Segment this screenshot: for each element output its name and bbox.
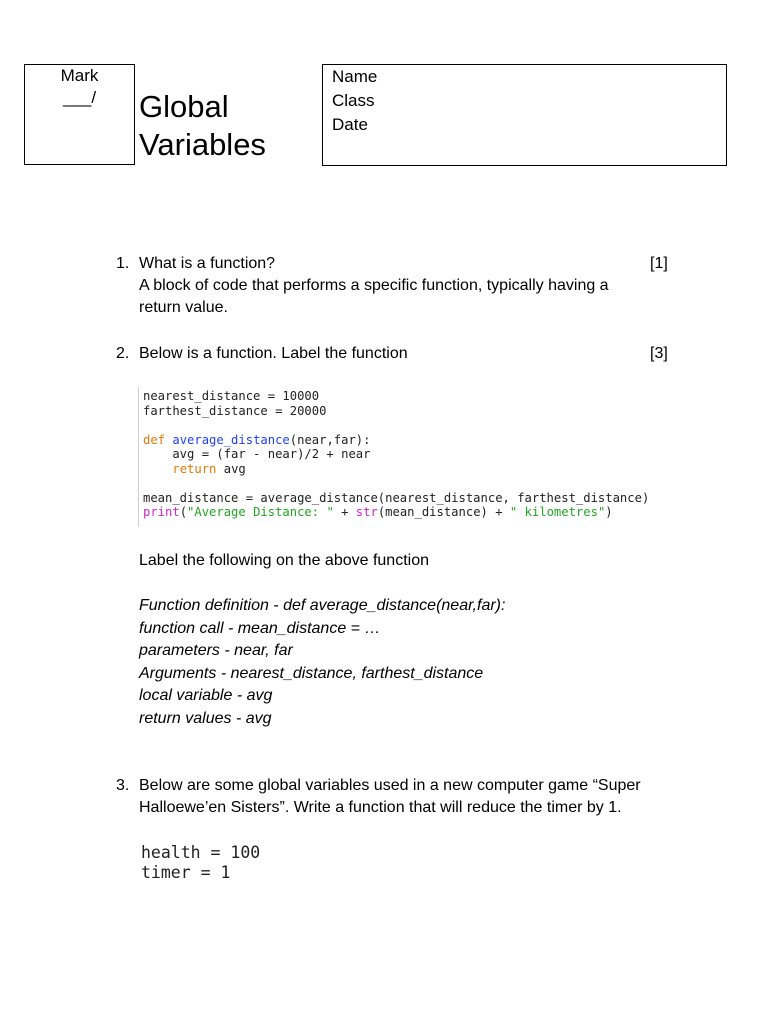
date-label: Date <box>332 115 368 134</box>
string-literal-1: "Average Distance: " <box>187 505 334 519</box>
str-builtin: str <box>355 505 378 519</box>
function-params: (near,far): <box>289 432 371 447</box>
question-3-line-2: Halloewe’en Sisters”. Write a function that will reduce the timer by 1. <box>139 799 622 816</box>
global-health: health = 100 <box>141 843 261 862</box>
code-paren: ( <box>179 505 188 519</box>
question-2-number: 2. <box>116 345 130 362</box>
question-1-number: 1. <box>116 255 130 272</box>
code-str-arg: (mean_distance) + <box>377 505 510 519</box>
code-line-1: nearest_distance = 10000 <box>143 389 320 403</box>
question-2-text: Below is a function. Label the function <box>139 345 408 362</box>
function-name: average_distance <box>172 432 290 447</box>
label-function-call: function call - mean_distance = … <box>139 619 381 637</box>
def-keyword: def <box>143 432 166 447</box>
print-keyword: print <box>143 505 180 519</box>
global-timer: timer = 1 <box>141 863 231 882</box>
label-function-definition: Function definition - def average_distance(near,far): <box>139 597 506 614</box>
label-arguments: Arguments - nearest_distance, farthest_distance <box>139 664 484 682</box>
code-line-2: farthest_distance = 20000 <box>143 403 327 418</box>
code-lines <box>143 389 649 520</box>
return-value: avg <box>216 461 246 476</box>
question-3-line-1: Below are some global variables used in a new computer game “Super <box>139 777 641 794</box>
label-return-values: return values - avg <box>139 709 272 727</box>
code-snippet-function <box>138 387 729 527</box>
label-instruction: Label the following on the above function <box>139 552 429 569</box>
question-2-marks: [3] <box>650 345 668 362</box>
code-line-7 <box>143 505 613 519</box>
question-1-answer-line-1: A block of code that performs a specific function, typically having a <box>139 277 609 294</box>
title-line-2: Variables <box>139 127 266 162</box>
question-3-number: 3. <box>116 777 130 794</box>
label-local-variable: local variable - avg <box>139 687 273 704</box>
question-1-text: What is a function? <box>139 255 276 272</box>
label-parameters: parameters - near, far <box>139 642 293 659</box>
mark-box <box>24 64 135 165</box>
code-snippet-globals <box>141 843 260 883</box>
code-line-5 <box>172 462 245 476</box>
student-info-box <box>322 64 727 166</box>
label-list <box>139 595 505 730</box>
string-literal-2: " kilometres" <box>509 505 606 519</box>
return-keyword: return <box>172 461 217 476</box>
title-line-1: Global <box>139 89 229 124</box>
code-line-3 <box>143 433 370 447</box>
code-line-6: mean_distance = average_distance(nearest_distance, farthest_distance) <box>143 490 650 505</box>
code-plus: + <box>333 505 356 519</box>
question-1-marks: [1] <box>650 255 668 272</box>
mark-score: ___/ <box>62 88 97 107</box>
page-title <box>139 88 266 164</box>
mark-label: Mark <box>60 66 99 85</box>
code-close-paren: ) <box>605 505 613 519</box>
code-line-4: avg = (far - near)/2 + near <box>143 447 371 461</box>
class-label: Class <box>332 91 375 110</box>
question-1-answer-line-2: return value. <box>139 299 228 316</box>
name-label: Name <box>332 67 378 86</box>
